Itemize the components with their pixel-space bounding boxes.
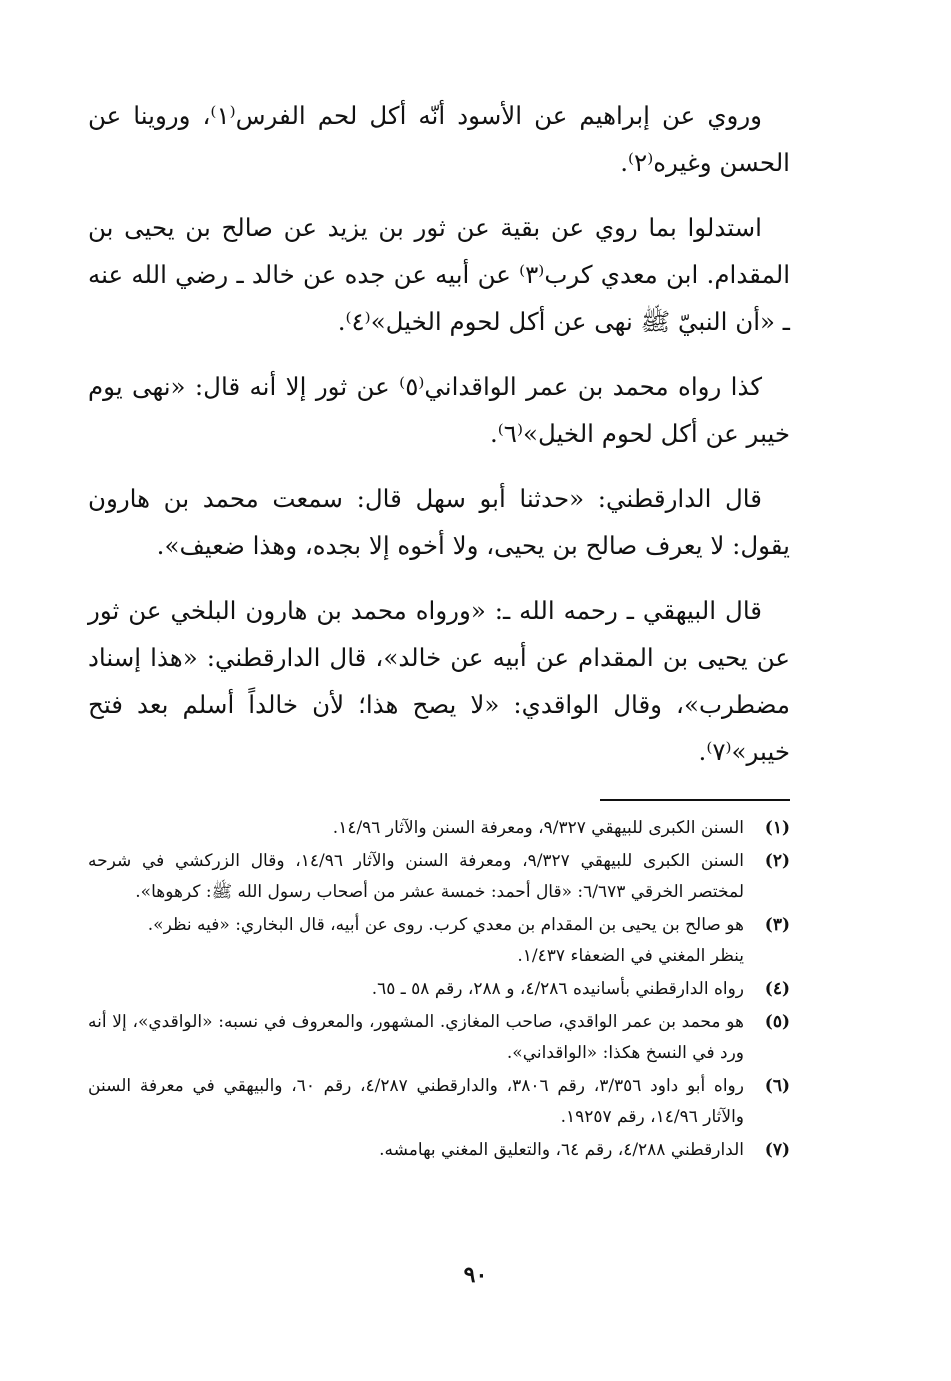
paragraph: وروي عن إبراهيم عن الأسود أنّه أكل لحم الفرس⁽١⁾، وروينا عن الحسن وغيره⁽٢⁾. — [88, 101, 790, 177]
paragraph: قال الدارقطني: «حدثنا أبو سهل قال: سمعت محمد بن هارون يقول: لا يعرف صالح بن يحيى، ولا أخوه إلا بجده، وهذا ضعيف». — [88, 484, 790, 560]
footnote-number: (٤) — [764, 979, 790, 999]
footnote-number: (٦) — [764, 1076, 790, 1096]
page — [88, 92, 790, 1168]
footnote-line: السنن الكبرى للبيهقي ٩/٣٢٧، ومعرفة السنن والآثار ١٤/٩٦. — [332, 818, 744, 838]
footnote-text — [88, 974, 744, 1005]
footnote-number: (٧) — [764, 1140, 790, 1160]
footnote-number: (٢) — [764, 851, 790, 871]
footnote — [88, 1135, 790, 1166]
main-text — [88, 92, 790, 775]
footnote-line: ينظر المغني في الضعفاء ١/٤٣٧. — [517, 946, 744, 966]
footnote-line: رواه الدارقطني بأسانيده ٤/٢٨٦، و ٢٨٨، رقم ٥٨ ـ ٦٥. — [371, 979, 744, 999]
footnote — [88, 974, 790, 1005]
footnote-line: هو محمد بن عمر الواقدي، صاحب المغازي. المشهور، والمعروف في نسبه: «الواقدي»، إلا أنه ورد في النسخ هكذا: «الواقداني». — [88, 1012, 744, 1063]
footnote-number: (١) — [764, 818, 790, 838]
footnote-text — [88, 1007, 744, 1069]
footnotes — [88, 813, 790, 1166]
footnote-text — [88, 1071, 744, 1133]
footnote-number: (٥) — [764, 1012, 790, 1032]
page-number: ٩٠ — [463, 1262, 488, 1288]
footnote-text — [88, 1135, 744, 1166]
footnote-line: السنن الكبرى للبيهقي ٩/٣٢٧، ومعرفة السنن والآثار ١٤/٩٦، وقال الزركشي في شرحه لمختصر الخرقي ٦/٦٧٣: «قال أحمد: خمسة عشر من أصحاب رسول الله ﷺ: كرهوها». — [88, 851, 744, 902]
footnote-number: (٣) — [764, 915, 790, 935]
footnote-text — [88, 910, 744, 972]
footnote — [88, 846, 790, 908]
footnote — [88, 1071, 790, 1133]
footnote-text — [88, 813, 744, 844]
footnote-line: هو صالح بن يحيى بن المقدام بن معدي كرب. روى عن أبيه، قال البخاري: «فيه نظر». — [147, 915, 744, 935]
footnote-line: رواه أبو داود ٣/٣٥٦، رقم ٣٨٠٦، والدارقطني ٤/٢٨٧، رقم ٦٠، والبيهقي في معرفة السنن والآثار ١٤/٩٦، رقم ١٩٢٥٧. — [88, 1076, 744, 1127]
footnote-text — [88, 846, 744, 908]
footnote — [88, 910, 790, 972]
paragraph: قال البيهقي ـ رحمه الله ـ: «ورواه محمد بن هارون البلخي عن ثور عن يحيى بن المقدام عن أبيه عن خالد»، قال الدارقطني: «هذا إسناد مضطرب»، وقال الواقدي: «لا يصح هذا؛ لأن خالداً أسلم بعد فتح خيبر»⁽٧⁾. — [88, 596, 790, 766]
paragraph: كذا رواه محمد بن عمر الواقداني⁽٥⁾ عن ثور إلا أنه قال: «نهى يوم خيبر عن أكل لحوم الخيل»⁽٦⁾. — [88, 372, 790, 448]
paragraph: استدلوا بما روي عن بقية عن ثور بن يزيد عن صالح بن يحيى بن المقدام. ابن معدي كرب⁽٣⁾ عن أبيه عن جده عن خالد ـ رضي الله عنه ـ «أن النبيّ ﷺ نهى عن أكل لحوم الخيل»⁽٤⁾. — [88, 213, 791, 336]
footnote-line: الدارقطني ٤/٢٨٨، رقم ٦٤، والتعليق المغني بهامشه. — [379, 1140, 744, 1160]
footnote-separator — [600, 799, 790, 801]
footnote — [88, 813, 790, 844]
footnote — [88, 1007, 790, 1069]
